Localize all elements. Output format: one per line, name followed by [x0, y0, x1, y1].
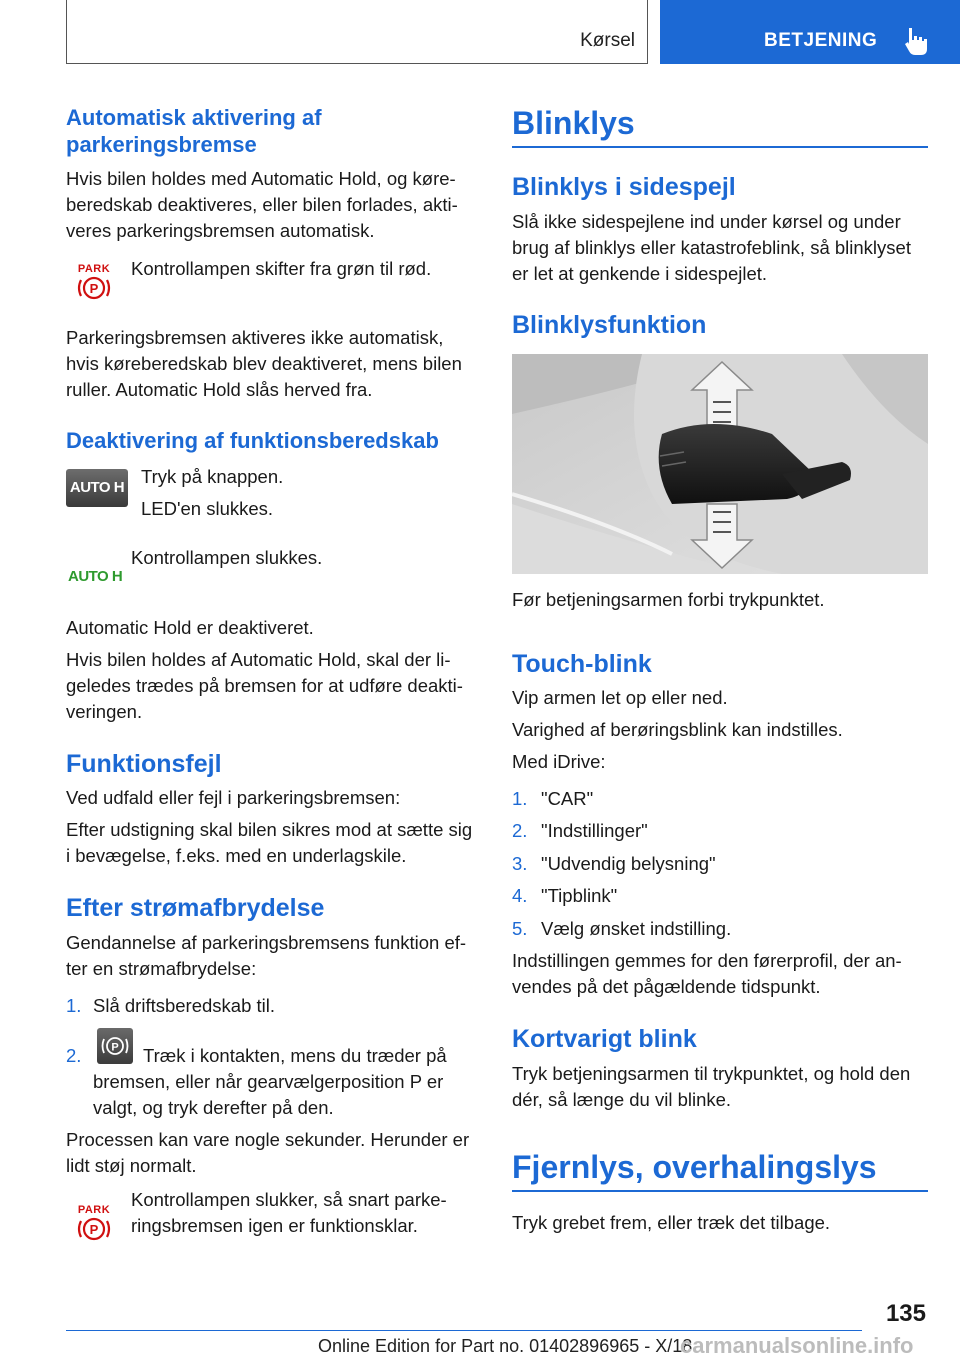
heading-rule — [512, 146, 928, 148]
heading-touch: Touch-blink — [512, 650, 652, 678]
paragraph-touch-1: Vip armen let op eller ned. — [512, 687, 728, 708]
paragraph-process: Processen kan vare nogle sekunder. Herunder er lidt støj normalt. — [66, 1129, 470, 1176]
heading-blink: Blinklys — [512, 105, 635, 141]
turn-signal-lever-illustration — [512, 354, 928, 574]
watermark: carmanualsonline.info — [680, 1333, 914, 1358]
paragraph-short: Tryk betjeningsarmen til trykpunktet, og hold den dér, så længe du vil blinke. — [512, 1063, 911, 1110]
auto-hold-button[interactable]: AUTO H — [66, 469, 128, 507]
step-number: 2. — [512, 820, 528, 841]
heading-short: Kortvarigt blink — [512, 1025, 697, 1053]
paragraph-deactivate-hold: Hvis bilen holdes af Automatic Hold, skal der li-geledes trædes på bremsen for at udføre deakti-veringen. — [66, 649, 463, 722]
heading-deactivate: Deaktivering af funktionsberedskab — [66, 428, 439, 453]
step-text: "Udvendig belysning" — [541, 853, 716, 874]
paragraph-auto-park-2: Parkeringsbremsen aktiveres ikke automatisk, hvis køreberedskab blev deaktiveret, mens bilen ruller. Automatic Hold slås herved fra. — [66, 327, 462, 400]
footer-edition: Online Edition for Part no. 01402896965 - X/18 — [318, 1336, 693, 1356]
step-text: Slå driftsberedskab til. — [93, 995, 276, 1016]
step-text: "Indstillinger" — [541, 820, 648, 841]
step-number: 1. — [512, 788, 528, 809]
step-text: Træk i kontakten, mens du træder på bremsen, eller når gearvælgerposition P er valgt, og tryk derefter på den. — [93, 1045, 447, 1118]
paragraph-lamp-red: Kontrollampen skifter fra grøn til rød. — [131, 258, 432, 279]
step-number: 3. — [512, 853, 528, 874]
heading-auto-park: Automatisk aktivering af parkeringsbremse — [66, 105, 322, 157]
paragraph-touch-2: Varighed af berøringsblink kan indstilles. — [512, 719, 843, 740]
svg-text:P: P — [89, 1222, 99, 1237]
step-text: "CAR" — [541, 788, 594, 809]
auto-hold-lamp-icon: AUTO H — [68, 568, 123, 585]
paragraph-fault-1: Ved udfald eller fejl i parkeringsbremsen: — [66, 787, 401, 808]
header-section-title: Kørsel — [580, 30, 635, 51]
paragraph-mirror: Slå ikke sidespejlene ind under kørsel og under brug af blinklys eller katastrofeblink, så blinklyset er let at genkende i sidespejlet. — [512, 211, 911, 284]
paragraph-lamp-ready: Kontrollampen slukker, så snart parke-ringsbremsen igen er funktionsklar. — [131, 1189, 447, 1236]
park-label: PARK — [77, 263, 111, 275]
paragraph-fault-2: Efter udstigning skal bilen sikres mod at sætte sig i bevægelse, f.eks. med en underlagskile. — [66, 819, 473, 866]
step-text: "Tipblink" — [541, 885, 618, 906]
paragraph-led-off: LED'en slukkes. — [141, 498, 274, 519]
park-warning-lamp — [74, 1204, 114, 1247]
paragraph-touch-3: Med iDrive: — [512, 751, 606, 772]
paragraph-high-beam: Tryk grebet frem, eller træk det tilbage. — [512, 1212, 831, 1233]
step-number: 5. — [512, 918, 528, 939]
header-chapter-tab[interactable] — [660, 0, 960, 64]
heading-fault: Funktionsfejl — [66, 750, 222, 778]
page-number: 135 — [885, 1300, 926, 1327]
step-number: 1. — [66, 995, 82, 1016]
svg-text:P: P — [89, 281, 99, 296]
step-number: 4. — [512, 885, 528, 906]
heading-function: Blinklysfunktion — [512, 311, 707, 339]
paragraph-auto-park-1: Hvis bilen holdes med Automatic Hold, og køre-beredskab deaktiveres, eller bilen forlades, akti-veres parkeringsbremsen automatisk. — [66, 168, 458, 241]
parking-brake-icon — [74, 1216, 114, 1242]
footer-rule — [66, 1330, 862, 1331]
paragraph-deactivated: Automatic Hold er deaktiveret. — [66, 617, 314, 638]
heading-mirror: Blinklys i sidespejl — [512, 173, 736, 201]
header-section-box — [66, 0, 648, 64]
heading-rule — [512, 1190, 928, 1192]
park-warning-lamp — [74, 263, 114, 306]
paragraph-saved: Indstillingen gemmes for den førerprofil, der an-vendes på det pågældende tidspunkt. — [512, 950, 902, 997]
step-number: 2. — [66, 1045, 82, 1066]
header-chapter-title: BETJENING — [764, 30, 878, 51]
heading-power: Efter strømafbrydelse — [66, 894, 325, 922]
heading-high-beam: Fjernlys, overhalingslys — [512, 1149, 877, 1185]
hand-pointer-icon — [900, 24, 934, 58]
svg-text:P: P — [111, 1041, 119, 1054]
image-caption: Før betjeningsarmen forbi trykpunktet. — [512, 589, 825, 610]
step-text: Vælg ønsket indstilling. — [541, 918, 732, 939]
paragraph-press: Tryk på knappen. — [141, 466, 284, 487]
paragraph-lamp-off: Kontrollampen slukkes. — [131, 547, 323, 568]
park-label: PARK — [77, 1204, 111, 1216]
paragraph-power-1: Gendannelse af parkeringsbremsens funktion ef-ter en strømafbrydelse: — [66, 932, 467, 979]
parking-brake-icon — [74, 275, 114, 301]
